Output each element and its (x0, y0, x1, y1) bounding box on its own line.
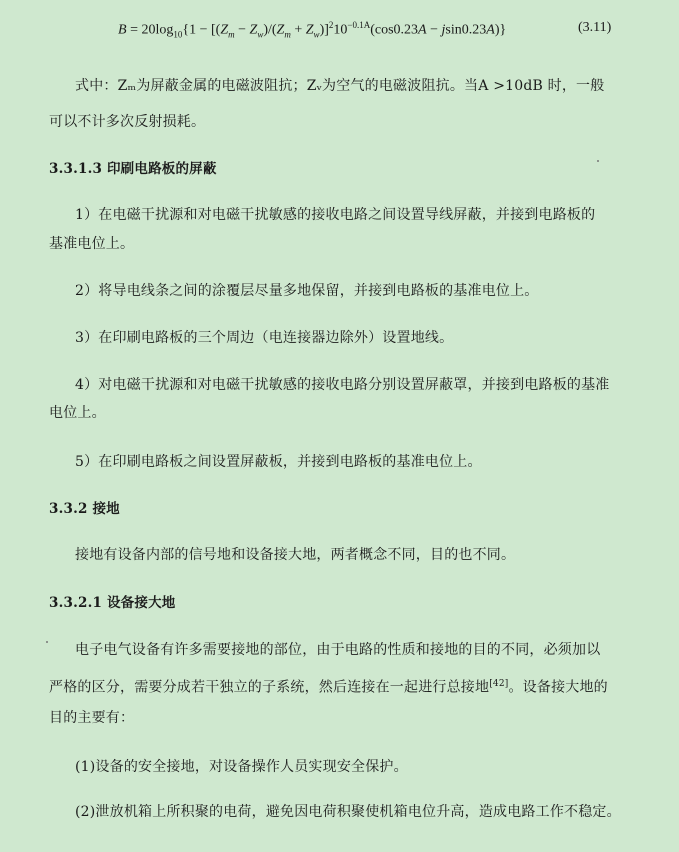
item-3: 3）在印刷电路板的三个周边（电连接器边除外）设置地线。 (75, 330, 454, 346)
formula-eq: = 20log (126, 22, 174, 38)
speck-mark (597, 160, 599, 162)
section-heading-3-3-2: 3.3.2 接地 (49, 501, 120, 517)
item-1-line-1: 1）在电磁干扰源和对电磁干扰敏感的接收电路之间设置导线屏蔽，并接到电路板的 (75, 207, 596, 223)
formula-close: )] (319, 22, 329, 38)
speck-mark (46, 641, 48, 643)
formula-zm2-sub: m (284, 29, 291, 40)
purpose-item-2: (2)泄放机箱上所积聚的电荷，避免因电荷积聚使机箱电位升高，造成电路工作不稳定。 (75, 804, 621, 820)
formula-zm1: Z (220, 22, 229, 38)
formula-cos: (cos0.23 (370, 22, 419, 38)
paragraph-earth-line-2 (49, 674, 608, 698)
formula-zw2-sub: w (313, 29, 320, 40)
paragraph-where-line-2: 可以不计多次反射损耗。 (49, 114, 206, 130)
formula-log-sub: 10 (173, 29, 183, 40)
formula-zw2: Z (305, 22, 314, 38)
formula-zw1-sub: w (257, 29, 264, 40)
formula-ten: 10 (333, 22, 348, 38)
equation-number: (3.11) (578, 20, 612, 35)
formula-3-11 (118, 20, 506, 39)
formula-zw1: Z (249, 22, 258, 38)
purpose-item-1: (1)设备的安全接地，对设备操作人员实现安全保护。 (75, 759, 408, 775)
formula-end: )} (494, 22, 507, 38)
paragraph-earth-line-2-text: 严格的区分，需要分成若干独立的子系统，然后连接在一起进行总接地 (49, 679, 490, 696)
formula-minus: − (234, 22, 250, 38)
item-2: 2）将导电线条之间的涂覆层尽量多地保留，并接到电路板的基准电位上。 (75, 283, 539, 299)
paragraph-earth-line-2-tail: 。设备接大地的 (508, 679, 608, 696)
formula-zm1-sub: m (228, 29, 235, 40)
paragraph-where-line-1: 式中：Zₘ为屏蔽金属的电磁波阻抗；Zᵥ为空气的电磁波阻抗。当A >10dB 时，一般 (75, 78, 605, 94)
section-heading-3-3-1-3: 3.3.1.3 印刷电路板的屏蔽 (49, 161, 217, 177)
paragraph-earth-line-3: 目的主要有： (49, 710, 135, 726)
item-5: 5）在印刷电路板之间设置屏蔽板，并接到电路板的基准电位上。 (75, 454, 482, 470)
formula-exp: −0.1A (347, 20, 371, 30)
section-heading-3-3-2-1: 3.3.2.1 设备接大地 (49, 595, 176, 611)
formula-a2: A (486, 22, 495, 38)
paragraph-grounding: 接地有设备内部的信号地和设备接大地，两者概念不同，目的也不同。 (75, 547, 516, 563)
formula-a1: A (418, 22, 427, 38)
formula-mid: )/( (263, 22, 277, 38)
item-4-line-1: 4）对电磁干扰源和对电磁干扰敏感的接收电路分别设置屏蔽罩，并接到电路板的基准 (75, 377, 610, 393)
formula-lhs: B (118, 22, 127, 38)
item-4-line-2: 电位上。 (49, 405, 106, 421)
item-1-line-2: 基准电位上。 (49, 236, 135, 252)
formula-j: j (441, 22, 446, 38)
formula-sin: sin0.23 (445, 22, 487, 38)
formula-plus: + (290, 22, 306, 38)
citation-ref: [42] (489, 679, 509, 689)
formula-part1: {1 − [( (182, 22, 221, 38)
formula-minus2: − (426, 22, 442, 38)
formula-zm2: Z (276, 22, 285, 38)
formula-sq: 2 (328, 20, 334, 30)
paragraph-earth-line-1: 电子电气设备有许多需要接地的部位，由于电路的性质和接地的目的不同，必须加以 (75, 642, 601, 658)
